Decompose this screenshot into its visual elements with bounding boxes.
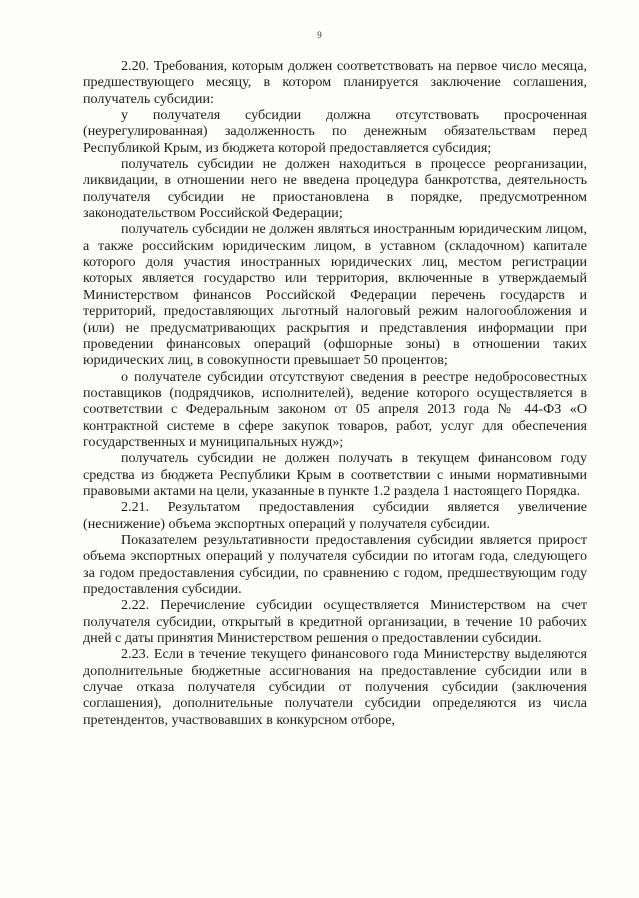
paragraph-not-foreign: получатель субсидии не должен являться иностранным юридическим лицом, а также российским юридическим лицом, в уставном (складочном) капитале которого доля участия иностранных юридических лиц, местом регистрации которых является государство или территория, включенные в утверждаемый Министерством финансов Российской Федерации перечень государств и территорий, предоставляющих льготный налоговый режим налогообложения и (или) не предусматривающих раскрытия и представления информации при проведении финансовых операций (офшорные зоны) в отношении таких юридических лиц, в совокупности превышает 50 процентов; bbox=[83, 221, 587, 369]
paragraph-2-23: 2.23. Если в течение текущего финансового года Министерству выделяются дополнительные бюджетные ассигнования на предоставление субсидии или в случае отказа получателя субсидии от получения субсидии (заключения соглашения), дополнительные получатели субсидии определяются из числа претендентов, участвовавших в конкурсном отборе, bbox=[83, 646, 587, 728]
paragraph-no-registry: о получателе субсидии отсутствуют сведения в реестре недобросовестных поставщиков (подрядчиков, исполнителей), ведение которого осуществляется в соответствии с Федеральным законом от 05 апреля 2013 года № 44-ФЗ «О контрактной системе в сфере закупок товаров, работ, услуг для обеспечения государственных и муниципальных нужд»; bbox=[83, 368, 587, 450]
paragraph-no-reorganization: получатель субсидии не должен находиться в процессе реорганизации, ликвидации, в отношении него не введена процедура банкротства, деятельность получателя субсидии не приостановлена в порядке, предусмотренном законодательством Российской Федерации; bbox=[83, 156, 587, 222]
paragraph-2-22: 2.22. Перечисление субсидии осуществляется Министерством на счет получателя субсидии, открытый в кредитной организации, в течение 10 рабочих дней с даты принятия Министерством решения о предоставлении субсидии. bbox=[83, 597, 587, 647]
page-number: 9 bbox=[317, 30, 322, 40]
paragraph-indicator: Показателем результативности предоставления субсидии является прирост объема экспортных операций у получателя субсидии по итогам года, следующего за годом предоставления субсидии, по сравнению с годом, предшествующим году предоставления субсидии. bbox=[83, 531, 587, 597]
paragraph-no-debt: у получателя субсидии должна отсутствовать просроченная (неурегулированная) задолженность по денежным обязательствам перед Республикой Крым, из бюджета которой предоставляется субсидия; bbox=[83, 107, 587, 156]
paragraph-2-21: 2.21. Результатом предоставления субсидии является увеличение (неснижение) объема экспортных операций у получателя субсидии. bbox=[83, 499, 587, 532]
paragraph-no-other-funds: получатель субсидии не должен получать в текущем финансовом году средства из бюджета Республики Крым в соответствии с иными нормативными правовыми актами на цели, указанные в пункте 1.2 раздела 1 настоящего Порядка. bbox=[83, 450, 587, 499]
paragraph-2-20: 2.20. Требования, которым должен соответствовать на первое число месяца, предшествующего месяцу, в котором планируется заключение соглашения, получатель субсидии: bbox=[83, 58, 587, 107]
